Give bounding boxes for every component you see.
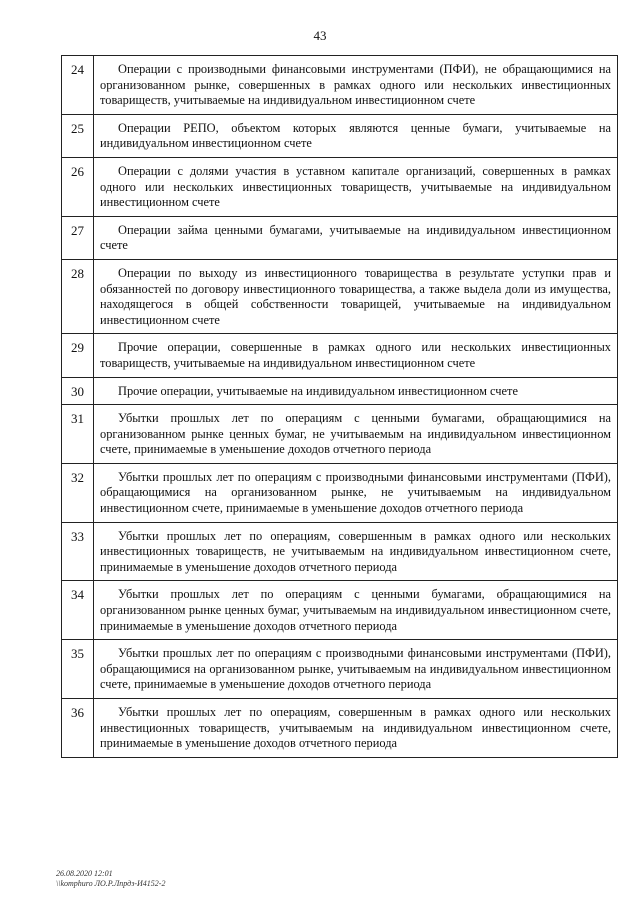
row-number: 27 <box>62 216 94 259</box>
row-description-cell <box>94 157 618 216</box>
page-number: 43 <box>313 28 327 43</box>
row-number: 34 <box>62 581 94 640</box>
row-number: 35 <box>62 640 94 699</box>
row-number: 36 <box>62 699 94 758</box>
table-row <box>62 405 618 464</box>
operations-table <box>61 55 618 758</box>
row-description: Убытки прошлых лет по операциям, совершенным в рамках одного или нескольких инвестиционных товариществ, не учитываемым на индивидуальном инвестиционном счете, принимаемые в уменьшение доходов отчетного периода <box>100 528 611 574</box>
operations-table-body <box>62 56 618 758</box>
footer-timestamp: 26.08.2020 12:01 <box>56 869 113 878</box>
row-description: Операции с долями участия в уставном капитале организаций, совершенных в рамках одного или нескольких инвестиционных товариществ, учитываемые на индивидуальном инвестиционном счете <box>100 163 611 210</box>
row-description-cell <box>94 259 618 333</box>
row-description-cell <box>94 640 618 699</box>
table-row <box>62 581 618 640</box>
row-description: Убытки прошлых лет по операциям с производными финансовыми инструментами (ПФИ), обращающимися на организованном рынке, учитываемым на индивидуальном инвестиционном счете, принимаемые в уменьшение доходов отчетного периода <box>100 646 611 692</box>
row-description: Прочие операции, учитываемые на индивидуальном инвестиционном счете <box>118 383 518 398</box>
row-description-cell <box>94 334 618 377</box>
row-description: Прочие операции, совершенные в рамках одного или нескольких инвестиционных товариществ, учитываемые на индивидуальном инвестиционном счете <box>100 340 611 370</box>
table-row <box>62 699 618 758</box>
row-description-cell <box>94 56 618 115</box>
row-description-cell <box>94 522 618 581</box>
table-row <box>62 334 618 377</box>
row-description-cell <box>94 405 618 464</box>
row-number: 25 <box>62 114 94 157</box>
row-description: Операции РЕПО, объектом которых являются ценные бумаги, учитываемые на индивидуальном инвестиционном счете <box>100 120 611 151</box>
row-description-cell <box>94 114 618 157</box>
row-description: Убытки прошлых лет по операциям с ценными бумагами, обращающимися на организованном рынке ценных бумаг, не учитываемым на индивидуальном инвестиционном счете, принимаемые в уменьшение доходов отчетного периода <box>100 411 611 457</box>
row-description: Операции займа ценными бумагами, учитываемые на индивидуальном инвестиционном счете <box>100 222 611 253</box>
row-number: 28 <box>62 259 94 333</box>
table-row <box>62 157 618 216</box>
row-description: Убытки прошлых лет по операциям, совершенным в рамках одного или нескольких инвестиционных товариществ, учитываемым на индивидуальном инвестиционном счете, принимаемые в уменьшение доходов отчетного периода <box>100 705 611 751</box>
table-row <box>62 640 618 699</box>
table-row <box>62 114 618 157</box>
table-row <box>62 463 618 522</box>
table-row <box>62 56 618 115</box>
footer-path: \\komphuro ЛО.Р.Лпрдз-И4152-2 <box>56 879 166 888</box>
table-row <box>62 259 618 333</box>
table-row <box>62 216 618 259</box>
row-description: Убытки прошлых лет по операциям с ценными бумагами, обращающимися на организованном рынке ценных бумаг, учитываемым на индивидуальном инвестиционном счете, принимаемые в уменьшение доходов отчетного периода <box>100 587 611 633</box>
row-number: 26 <box>62 157 94 216</box>
row-number: 31 <box>62 405 94 464</box>
table-row <box>62 522 618 581</box>
row-number: 30 <box>62 377 94 405</box>
row-description-cell <box>94 216 618 259</box>
row-number: 32 <box>62 463 94 522</box>
row-number: 24 <box>62 56 94 115</box>
row-description: Операции по выходу из инвестиционного товарищества в результате уступки прав и обязанностей по договору инвестиционного товарищества, а также выдела доли из имущества, находящегося в общей собственности товарищей, учитываемые на индивидуальном инвестиционном счете <box>100 265 611 327</box>
row-description-cell <box>94 581 618 640</box>
table-row <box>62 377 618 405</box>
row-number: 29 <box>62 334 94 377</box>
row-number: 33 <box>62 522 94 581</box>
footer <box>56 869 165 889</box>
row-description-cell <box>94 377 618 405</box>
row-description: Убытки прошлых лет по операциям с производными финансовыми инструментами (ПФИ), обращающимися на организованном рынке, не учитываемым на индивидуальном инвестиционном счете, принимаемые в уменьшение доходов отчетного периода <box>100 469 611 516</box>
row-description-cell <box>94 699 618 758</box>
row-description: Операции с производными финансовыми инструментами (ПФИ), не обращающимися на организованном рынке, совершенных в рамках одного или нескольких инвестиционных товариществ, учитываемые на индивидуальном инвестиционном счете <box>100 62 611 108</box>
row-description-cell <box>94 463 618 522</box>
